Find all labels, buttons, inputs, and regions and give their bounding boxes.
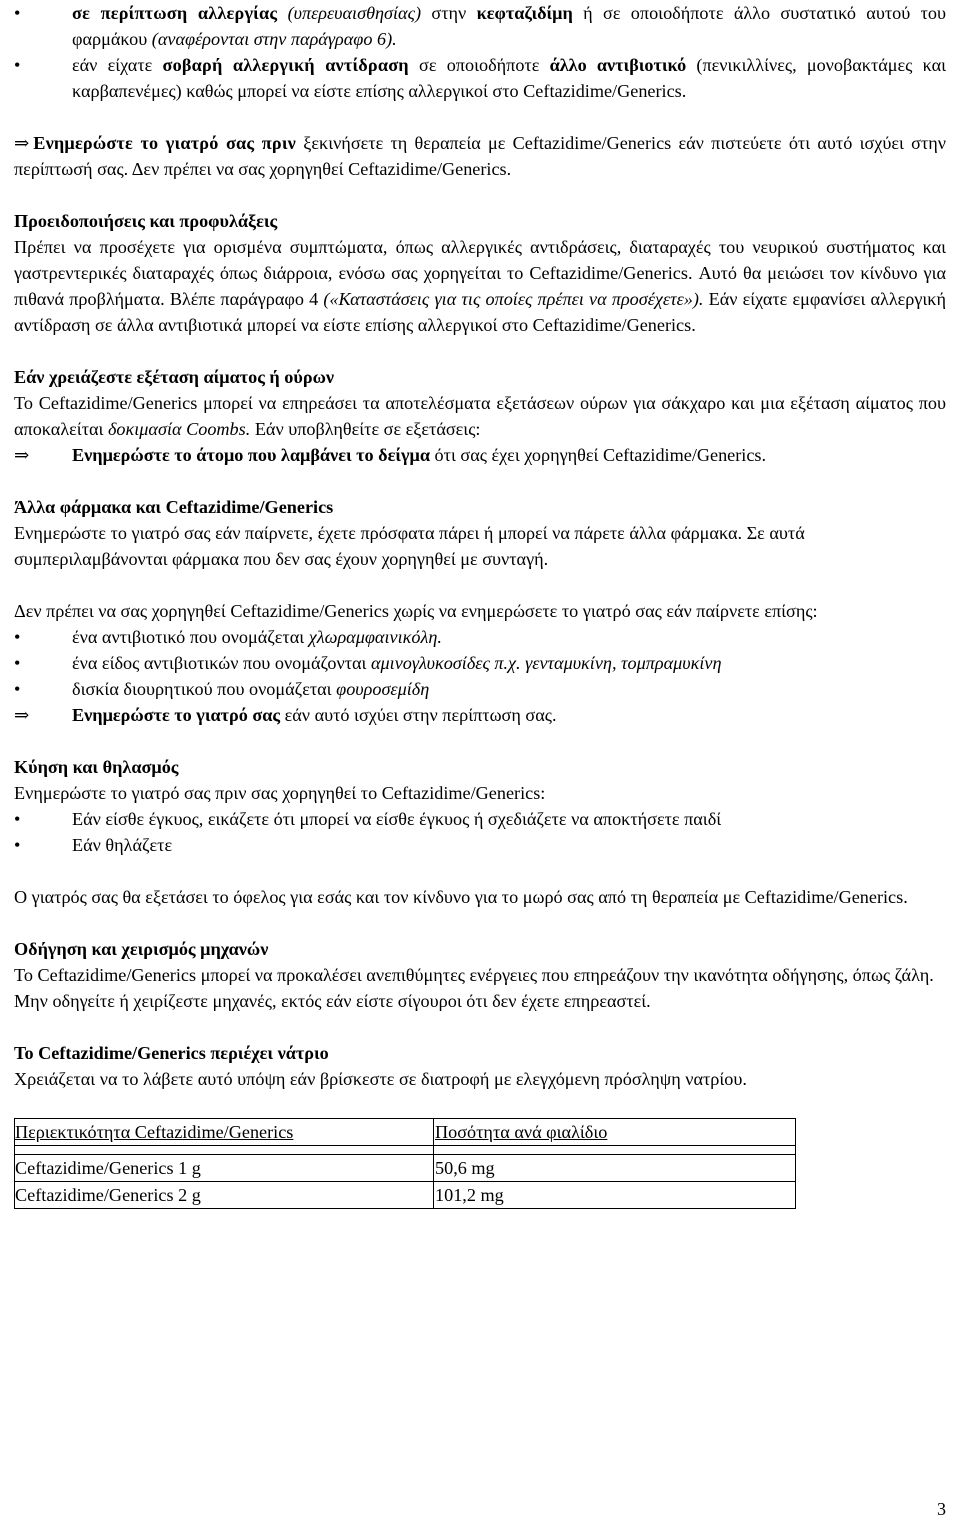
bullet-icon: • xyxy=(14,653,21,673)
bold-text: Ενημερώστε το γιατρό σας πριν xyxy=(33,133,297,153)
table-spacer-row xyxy=(15,1146,796,1155)
bullet-icon: • xyxy=(14,3,21,23)
bullet-icon: • xyxy=(14,835,21,855)
text: εάν είχατε xyxy=(72,55,163,75)
arrow-icon: ⇒ xyxy=(14,445,30,465)
bold-text: άλλο αντιβιοτικό xyxy=(549,55,687,75)
other-meds-paragraph: Ενημερώστε το γιατρό σας εάν παίρνετε, έχετε πρόσφατα πάρει ή μπορεί να πάρετε άλλα φάρμακα. Σε αυτά συμπεριλαμβάνονται φάρμακα που δεν σας έχουν χορηγηθεί με συνταγή. xyxy=(14,523,805,569)
list-item: • ένα αντιβιοτικό που ονομάζεται χλωραμφαινικόλη. xyxy=(14,624,946,650)
sodium-table xyxy=(14,1118,796,1209)
table-cell: 50,6 mg xyxy=(434,1155,796,1182)
text: στην xyxy=(421,3,477,23)
italic-text: (αναφέρονται στην παράγραφο 6). xyxy=(151,29,397,49)
section-heading: Το Ceftazidime/Generics περιέχει νάτριο xyxy=(14,1043,329,1063)
driving-paragraph: Το Ceftazidime/Generics μπορεί να προκαλέσει ανεπιθύμητες ενέργειες που επηρεάζουν την ικανότητα οδήγησης, όπως ζάλη. xyxy=(14,965,934,985)
other-meds-paragraph-2: Δεν πρέπει να σας χορηγηθεί Ceftazidime/Generics χωρίς να ενημερώσετε το γιατρό σας εάν παίρνετε επίσης: xyxy=(14,601,818,621)
italic-text: δοκιμασία Coombs. xyxy=(107,419,251,439)
text: ή σε οποιοδήποτε άλλο συστατικό αυτού του φαρμάκου xyxy=(72,3,946,49)
blood-test-paragraph: Το Ceftazidime/Generics μπορεί να επηρεάσει τα αποτελέσματα εξετάσεων ούρων για σάκχαρο και μια εξέταση αίματος που αποκαλείται δοκιμασία Coombs. Εάν υποβληθείτε σε εξετάσεις: xyxy=(14,393,946,439)
bullet-icon: • xyxy=(14,809,21,829)
sodium-paragraph: Χρειάζεται να το λάβετε αυτό υπόψη εάν βρίσκεστε σε διατροφή με ελεγχόμενη πρόσληψη νατρίου. xyxy=(14,1069,747,1089)
italic-text: («Καταστάσεις για τις οποίες πρέπει να προσέχετε»). xyxy=(323,289,704,309)
bold-text: σε περίπτωση αλλεργίας xyxy=(72,3,278,23)
list-item xyxy=(14,52,946,104)
list-item: • ένα είδος αντιβιοτικών που ονομάζονται αμινογλυκοσίδες π.χ. γενταμυκίνη, τομπραμυκίνη xyxy=(14,650,946,676)
bullet-icon: • xyxy=(14,679,21,699)
arrow-icon: ⇒ xyxy=(14,705,30,725)
bullet-icon: • xyxy=(14,627,21,647)
inform-doctor-paragraph xyxy=(14,130,946,182)
arrow-icon: ⇒ xyxy=(14,133,30,153)
warnings-paragraph: Πρέπει να προσέχετε για ορισμένα συμπτώματα, όπως αλλεργικές αντιδράσεις, διαταραχές του νευρικού συστήματος και γαστρεντερικές διαταραχές όπως διάρροια, ενόσω σας χορηγείται το Ceftazidime/Generics. Αυτό θα μειώσει τον κίνδυνο για πιθανά προβλήματα. Βλέπε παράγραφο 4 («Καταστάσεις για τις οποίες πρέπει να προσέχετε»). Εάν είχατε εμφανίσει αλλεργική αντίδραση σε άλλα αντιβιοτικά μπορεί να είστε επίσης αλλεργικοί στο Ceftazidime/Generics. xyxy=(14,237,946,335)
table-row xyxy=(15,1182,796,1209)
bold-text: κεφταζιδίμη xyxy=(476,3,573,23)
list-item: • Εάν θηλάζετε xyxy=(14,832,946,858)
section-heading: Οδήγηση και χειρισμός μηχανών xyxy=(14,939,269,959)
driving-paragraph-2: Μην οδηγείτε ή χειρίζεστε μηχανές, εκτός εάν είστε σίγουροι ότι δεν έχετε επηρεαστεί. xyxy=(14,991,651,1011)
text: σε οποιοδήποτε xyxy=(408,55,550,75)
bullet-icon: • xyxy=(14,55,21,75)
document-page xyxy=(14,0,946,1209)
list-item: • δισκία διουρητικού που ονομάζεται φουροσεμίδη xyxy=(14,676,946,702)
list-item xyxy=(14,0,946,52)
text: (πενικιλλίνες, μονοβακτάμες και καρβαπενέμες) καθώς μπορεί να είστε επίσης αλλεργικοί στο Ceftazidime/Generics. xyxy=(72,55,947,101)
table-row xyxy=(15,1155,796,1182)
pregnancy-paragraph-2: Ο γιατρός σας θα εξετάσει το όφελος για εσάς και τον κίνδυνο για το μωρό σας από τη θεραπεία με Ceftazidime/Generics. xyxy=(14,887,908,907)
italic-text: (υπερευαισθησίας) xyxy=(277,3,422,23)
other-meds-arrow-item: ⇒ Ενημερώστε το γιατρό σας εάν αυτό ισχύει στην περίπτωση σας. xyxy=(14,702,946,728)
table-header-row xyxy=(15,1119,796,1146)
section-heading: Κύηση και θηλασμός xyxy=(14,757,179,777)
bold-text: σοβαρή αλλεργική αντίδραση xyxy=(162,55,409,75)
table-header-cell: Περιεκτικότητα Ceftazidime/Generics xyxy=(15,1119,434,1146)
table-cell: Ceftazidime/Generics 1 g xyxy=(15,1155,434,1182)
pregnancy-paragraph: Ενημερώστε το γιατρό σας πριν σας χορηγηθεί το Ceftazidime/Generics: xyxy=(14,783,546,803)
table-cell: 101,2 mg xyxy=(434,1182,796,1209)
table-header-cell: Ποσότητα ανά φιαλίδιο xyxy=(434,1119,796,1146)
section-heading: Εάν χρειάζεστε εξέταση αίματος ή ούρων xyxy=(14,367,334,387)
page-number: 3 xyxy=(937,1499,946,1519)
list-item: • Εάν είσθε έγκυος, εικάζετε ότι μπορεί να είσθε έγκυος ή σχεδιάζετε να αποκτήσετε παιδί xyxy=(14,806,946,832)
blood-test-arrow-item: ⇒ Ενημερώστε το άτομο που λαμβάνει το δείγμα ότι σας έχει χορηγηθεί Ceftazidime/Generics. xyxy=(14,442,946,468)
section-heading: Άλλα φάρμακα και Ceftazidime/Generics xyxy=(14,497,334,517)
table-cell: Ceftazidime/Generics 2 g xyxy=(15,1182,434,1209)
text: ξεκινήσετε τη θεραπεία με Ceftazidime/Generics εάν πιστεύετε ότι αυτό ισχύει στην περίπτωσή σας. Δεν πρέπει να σας χορηγηθεί Ceftazidime/Generics. xyxy=(14,133,946,179)
section-heading: Προειδοποιήσεις και προφυλάξεις xyxy=(14,211,278,231)
